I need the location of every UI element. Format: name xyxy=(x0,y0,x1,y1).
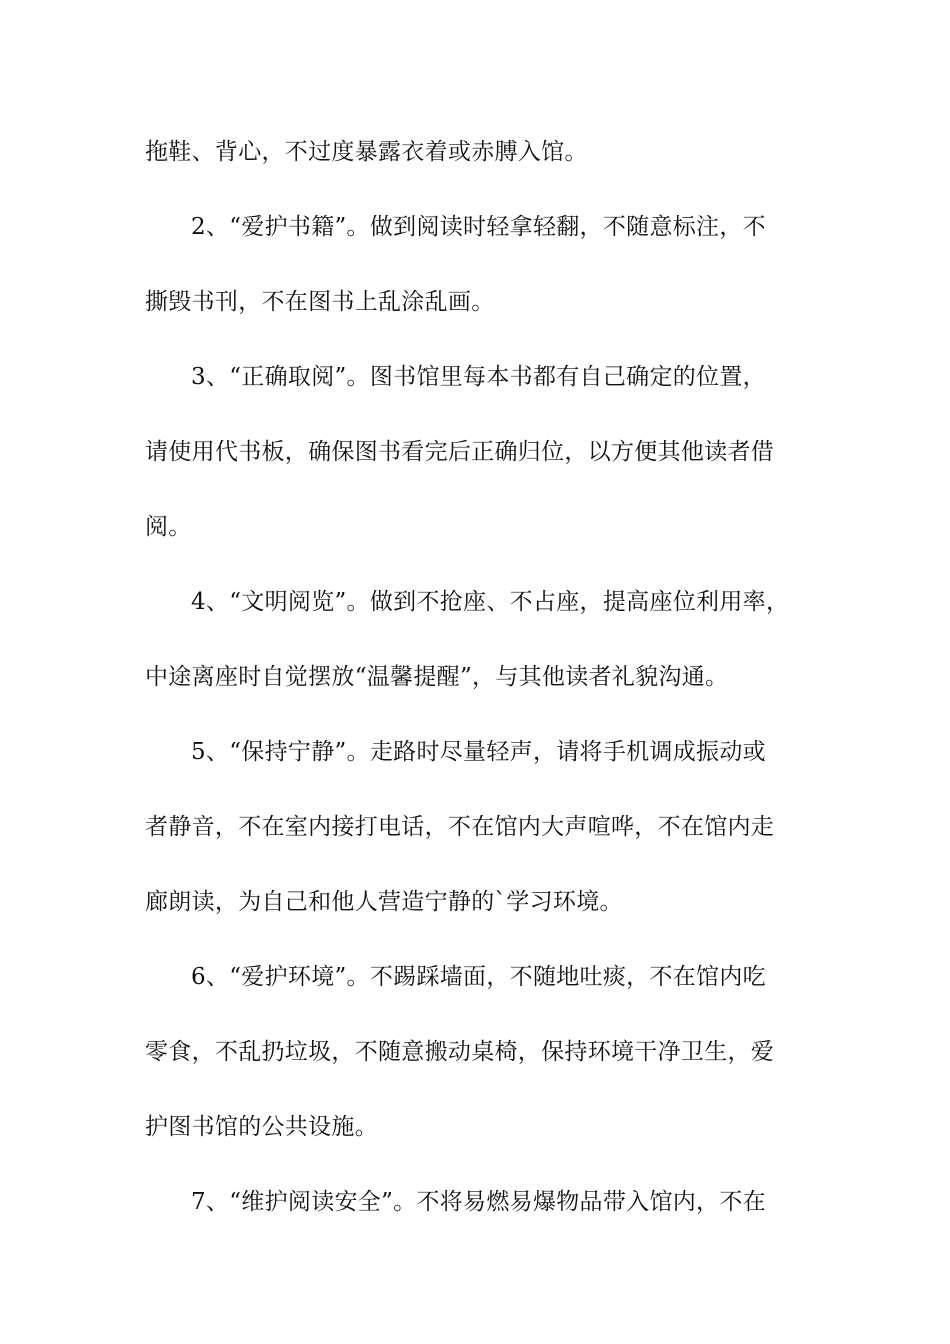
text-line: 请使用代书板，确保图书看完后正确归位，以方便其他读者借 xyxy=(145,439,775,465)
text-line: 撕毁书刊，不在图书上乱涂乱画。 xyxy=(145,289,495,315)
text-line: 护图书馆的公共设施。 xyxy=(145,1114,378,1140)
text-line: 阅。 xyxy=(145,514,192,540)
text-line: 中途离座时自觉摆放“温馨提醒”，与其他读者礼貌沟通。 xyxy=(145,664,729,690)
document-body xyxy=(145,128,825,1253)
text-line-item-4: 4、“文明阅览”。做到不抢座、不占座，提高座位利用率， xyxy=(191,589,790,615)
text-line: 廊朗读，为自己和他人营造宁静的`学习环境。 xyxy=(145,889,623,915)
text-line-item-2: 2、“爱护书籍”。做到阅读时轻拿轻翻，不随意标注，不 xyxy=(191,214,766,240)
text-line-item-5: 5、“保持宁静”。走路时尽量轻声，请将手机调成振动或 xyxy=(191,739,766,765)
text-line-item-3: 3、“正确取阅”。图书馆里每本书都有自己确定的位置， xyxy=(191,364,766,390)
text-line-item-6: 6、“爱护环境”。不踢踩墙面，不随地吐痰，不在馆内吃 xyxy=(191,964,766,990)
text-line: 拖鞋、背心，不过度暴露衣着或赤膊入馆。 xyxy=(145,139,588,165)
text-line: 者静音，不在室内接打电话，不在馆内大声喧哗，不在馆内走 xyxy=(145,814,775,840)
text-line: 零食，不乱扔垃圾，不随意搬动桌椅，保持环境干净卫生，爱 xyxy=(145,1039,775,1065)
text-line-item-7: 7、“维护阅读安全”。不将易燃易爆物品带入馆内，不在 xyxy=(191,1189,766,1215)
